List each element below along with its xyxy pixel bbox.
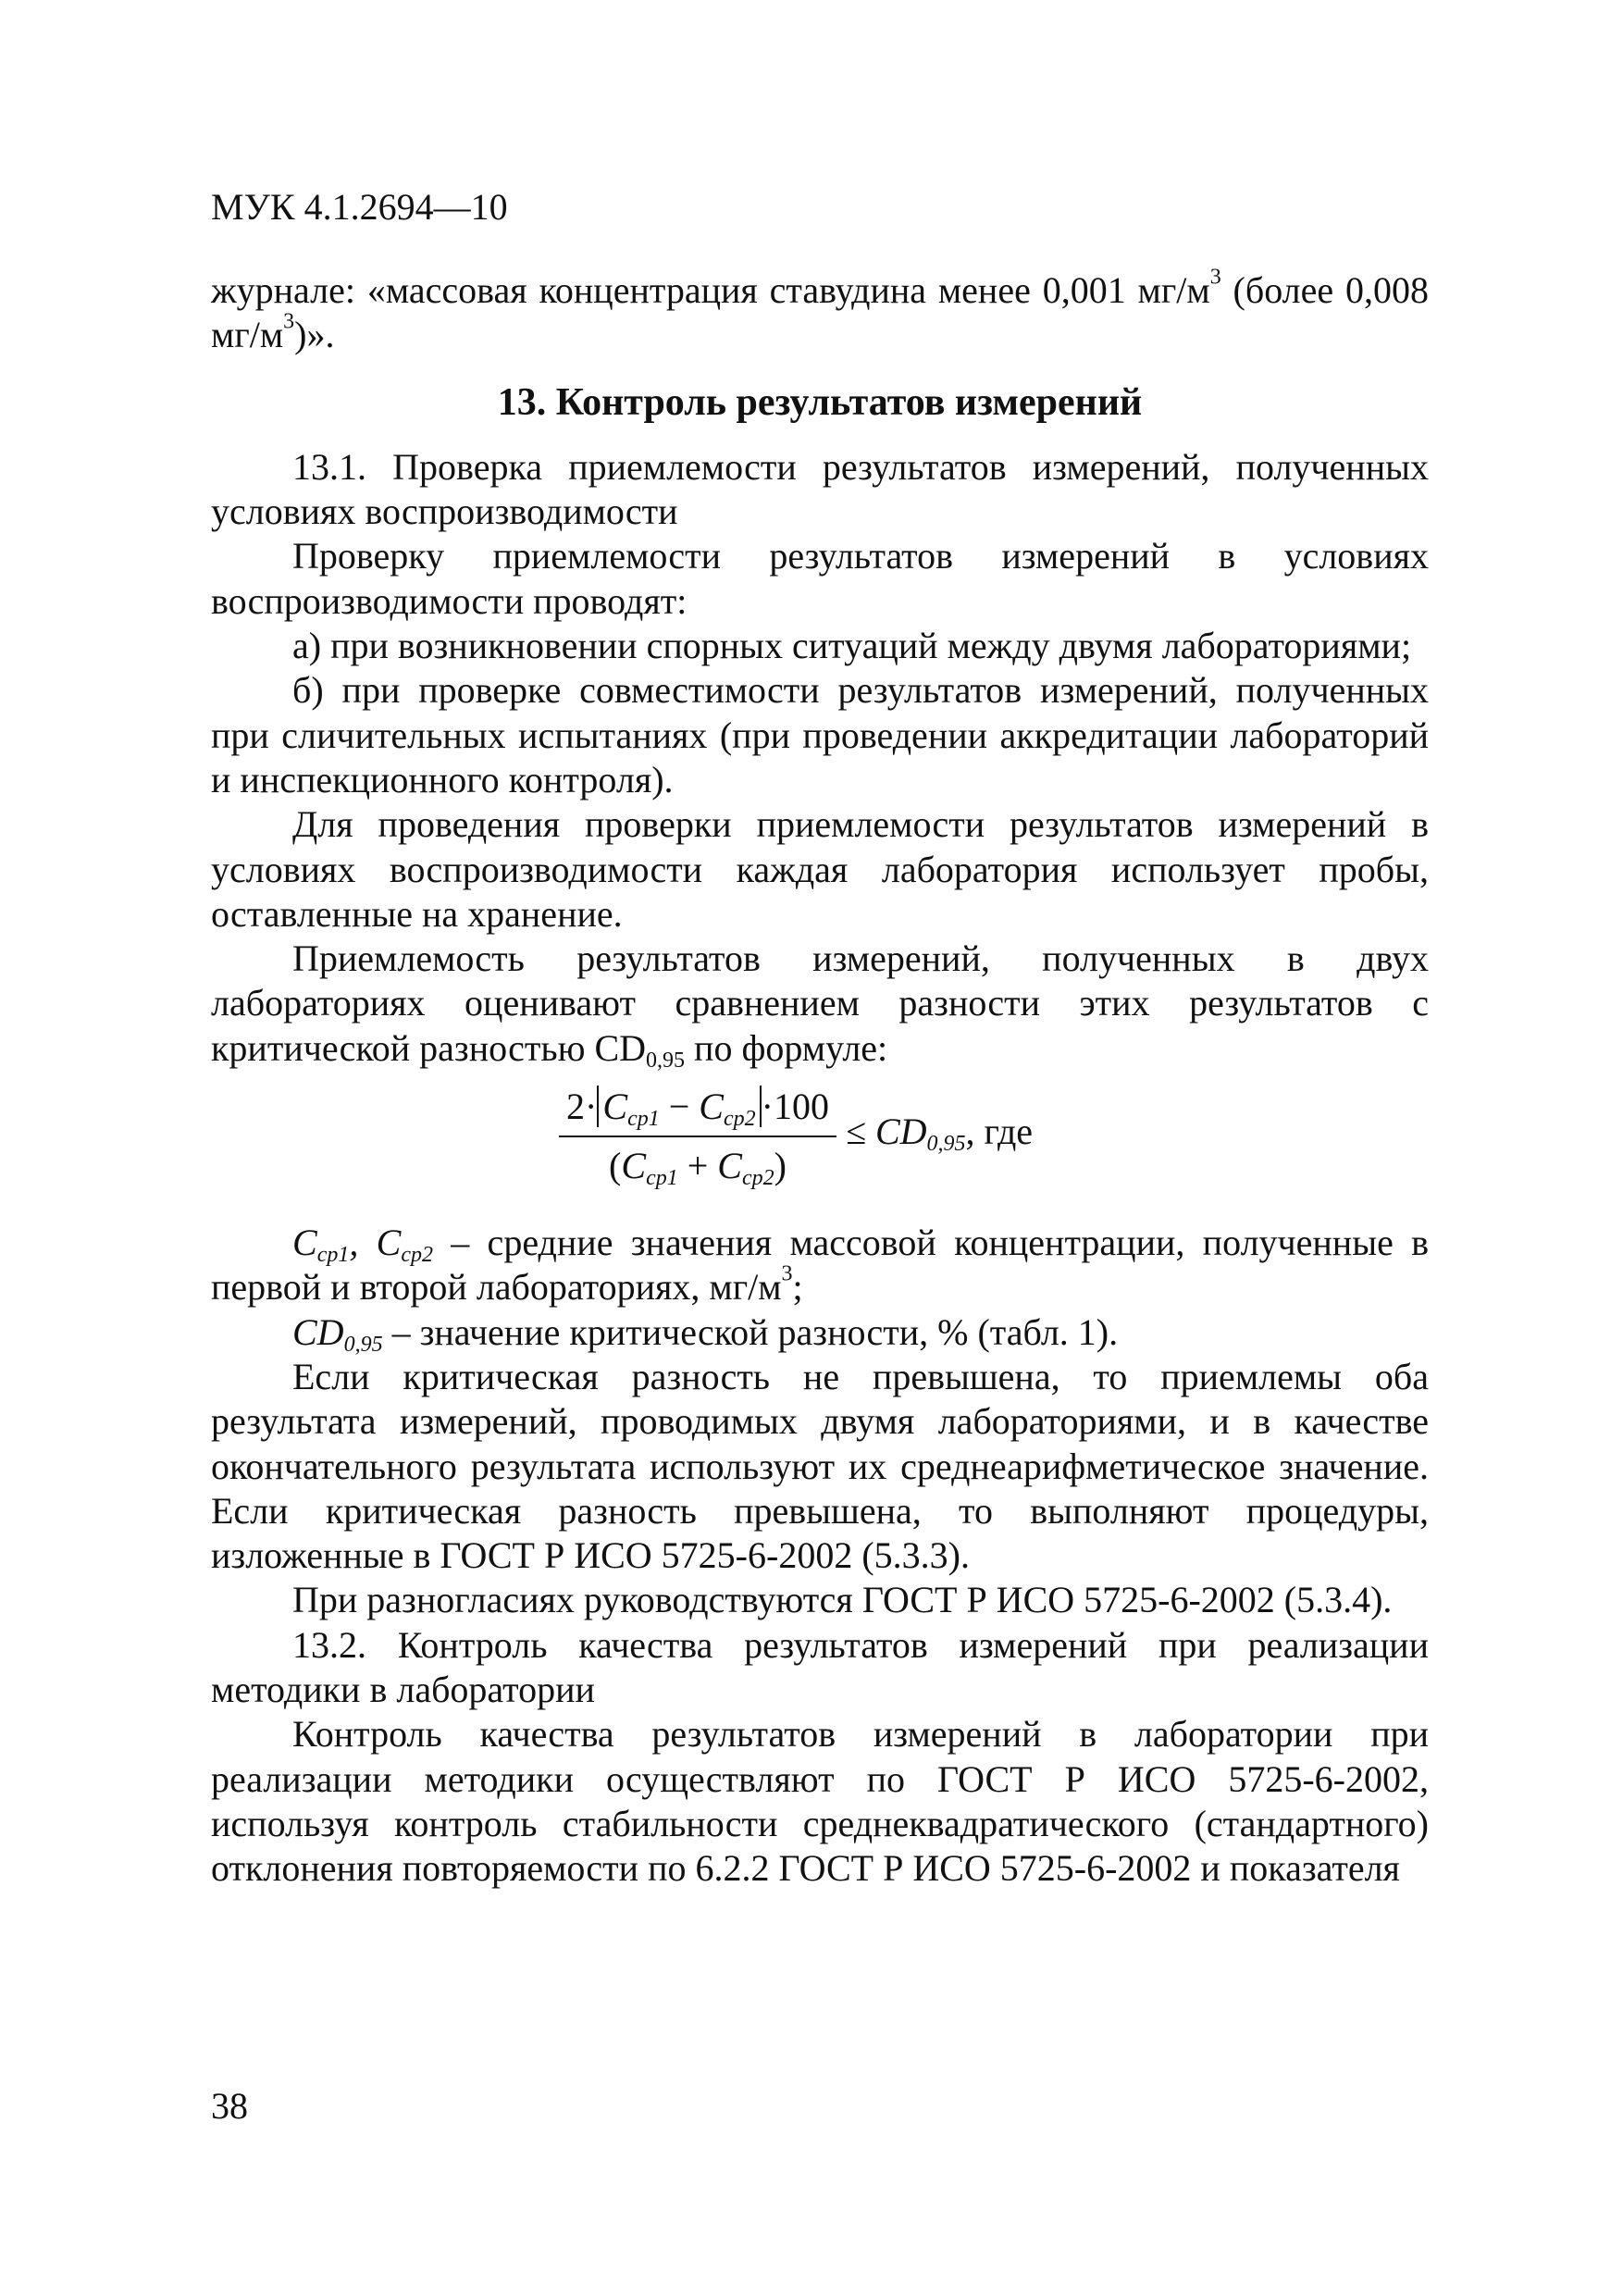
formula-relation: ≤ $CD_{0,95}$, где bbox=[846, 1111, 1034, 1157]
formula-denominator: $(C_{cp1} + C_{cp2})$ bbox=[609, 1145, 787, 1191]
list-item-a: а) при возникновении спорных ситуаций между двумя лабораториями; bbox=[292, 625, 1412, 667]
paragraph-not-exceeded: Если критическая разность не превышена, то приемлемы оба результата измерений, проводимых двумя лабораториями, и в качестве окончательного результата используют их среднеарифметическое значение. Если критическая разность превышена, то выполняют процедуры, изложенные в ГОСТ Р ИСО 5725-6-2002 (5.3.3). bbox=[211, 1355, 1429, 1577]
page-number: 38 bbox=[211, 2085, 248, 2127]
definition-critical-difference: $CD_{0,95}$ – значение критической разности, % (табл. 1). bbox=[292, 1310, 1119, 1357]
formula-fraction bbox=[559, 1078, 836, 1195]
page-content bbox=[211, 265, 1430, 1892]
paragraph-13-1: 13.1. Проверка приемлемости результатов измерений, полученных условиях воспроизводимости bbox=[211, 445, 1429, 533]
critical-difference-formula bbox=[211, 1078, 1429, 1217]
paragraph-disagreements: При разногласиях руководствуются ГОСТ Р ИСО 5725-6-2002 (5.3.4). bbox=[292, 1579, 1393, 1621]
paragraph-quality-control: Контроль качества результатов измерений в лаборатории при реализации методики осуществляют по ГОСТ Р ИСО 5725-6-2002, используя контроль стабильности среднеквадратического (стандартного) отклонения повторяемости по 6.2.2 ГОСТ Р ИСО 5725-6-2002 и показателя bbox=[211, 1713, 1429, 1890]
section-title: 13. Контроль результатов измерений bbox=[497, 380, 1143, 424]
paragraph-13-2: 13.2. Контроль качества результатов измерений при реализации методики в лаборатории bbox=[211, 1623, 1429, 1711]
formula-numerator: $2\cdot C_{cp1} - C_{cp2} \cdot 100$ bbox=[566, 1086, 829, 1132]
paragraph-journal-entry: журнале: «массовая концентрация ставудина менее 0,001 $мг/м^3$ (более 0,008 $мг/м^3$)». bbox=[211, 265, 1429, 356]
paragraph-samples: Для проведения проверки приемлемости результатов измерений в условиях воспроизводимости каждая лаборатория использует пробы, оставленные на хранение. bbox=[211, 803, 1429, 935]
list-item-b: б) при проверке совместимости результатов измерений, полученных при сличительных испытаниях (при проведении аккредитации лабораторий и инспекционного контроля). bbox=[211, 669, 1429, 800]
paragraph-acceptability: Приемлемость результатов измерений, полученных в двух лабораториях оценивают сравнением разности этих результатов с критической разностью $CD_{0,95}$ по формуле: bbox=[211, 937, 1429, 1073]
paragraph-check-conditions: Проверку приемлемости результатов измерений в условиях воспроизводимости проводят: bbox=[211, 535, 1429, 622]
definition-concentrations: $C_{cp1}$, $C_{cp2}$ – средние значения массовой концентрации, полученные в первой и второй лабораториях, $мг/м^3$; bbox=[211, 1222, 1430, 1309]
running-header: МУК 4.1.2694—10 bbox=[211, 186, 508, 228]
